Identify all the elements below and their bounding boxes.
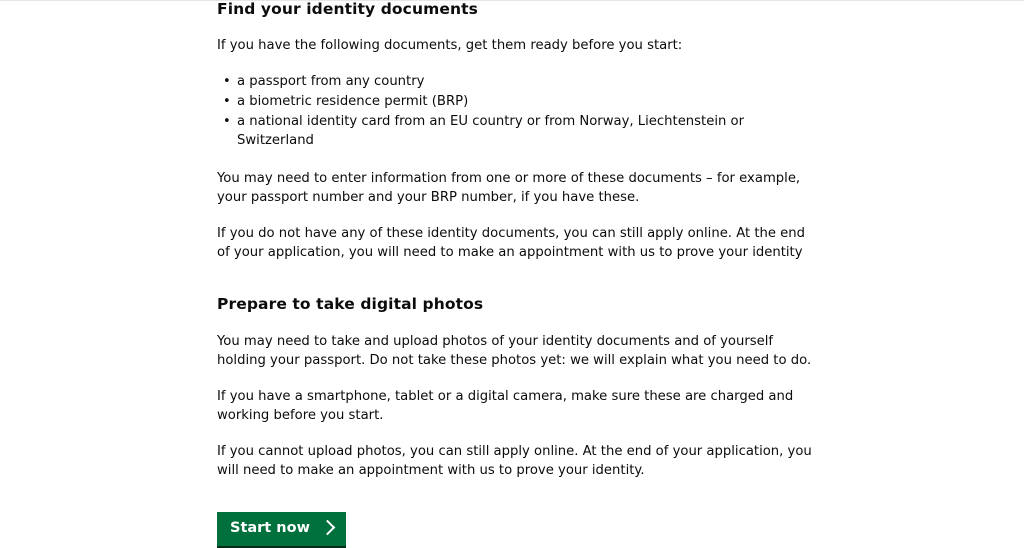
identity-documents-list (217, 72, 817, 150)
spacer (217, 19, 817, 36)
spacer (217, 207, 817, 224)
digital-photos-paragraph-3: If you cannot upload photos, you can still apply online. At the end of your application, you will need to make an appointment with us to prove your identity. (217, 443, 812, 478)
list-item: • a biometric residence permit (BRP) (237, 92, 817, 111)
spacer (217, 370, 817, 387)
list-item: • a passport from any country (237, 72, 817, 91)
spacer (217, 262, 817, 295)
identity-documents-paragraph-2: If you do not have any of these identity documents, you can still apply online. At the end of your application, you will need to make an appointment with us to prove your identity (217, 226, 806, 261)
start-now-label: Start now (230, 519, 310, 536)
spacer (217, 151, 817, 169)
chevron-right-icon (320, 520, 336, 536)
digital-photos-paragraph-1: You may need to take and upload photos of your identity documents and of yourself holding your passport. Do not take these photos yet: we will explain what you need to do. (217, 333, 812, 368)
main-content (217, 0, 817, 548)
section-heading-digital-photos: Prepare to take digital photos (217, 295, 484, 314)
spacer (217, 315, 817, 332)
spacer (217, 480, 817, 512)
identity-documents-intro: If you have the following documents, get them ready before you start: (217, 38, 683, 54)
section-heading-identity-documents: Find your identity documents (217, 0, 478, 18)
spacer (217, 425, 817, 442)
digital-photos-paragraph-2: If you have a smartphone, tablet or a digital camera, make sure these are charged and working before you start. (217, 388, 794, 423)
list-item: • a national identity card from an EU country or from Norway, Liechtenstein or Switzerland (237, 112, 817, 150)
identity-documents-paragraph-1: You may need to enter information from one or more of these documents – for example, your passport number and your BRP number, if you have these. (217, 171, 801, 206)
start-now-button[interactable] (217, 512, 346, 548)
spacer (217, 55, 817, 72)
